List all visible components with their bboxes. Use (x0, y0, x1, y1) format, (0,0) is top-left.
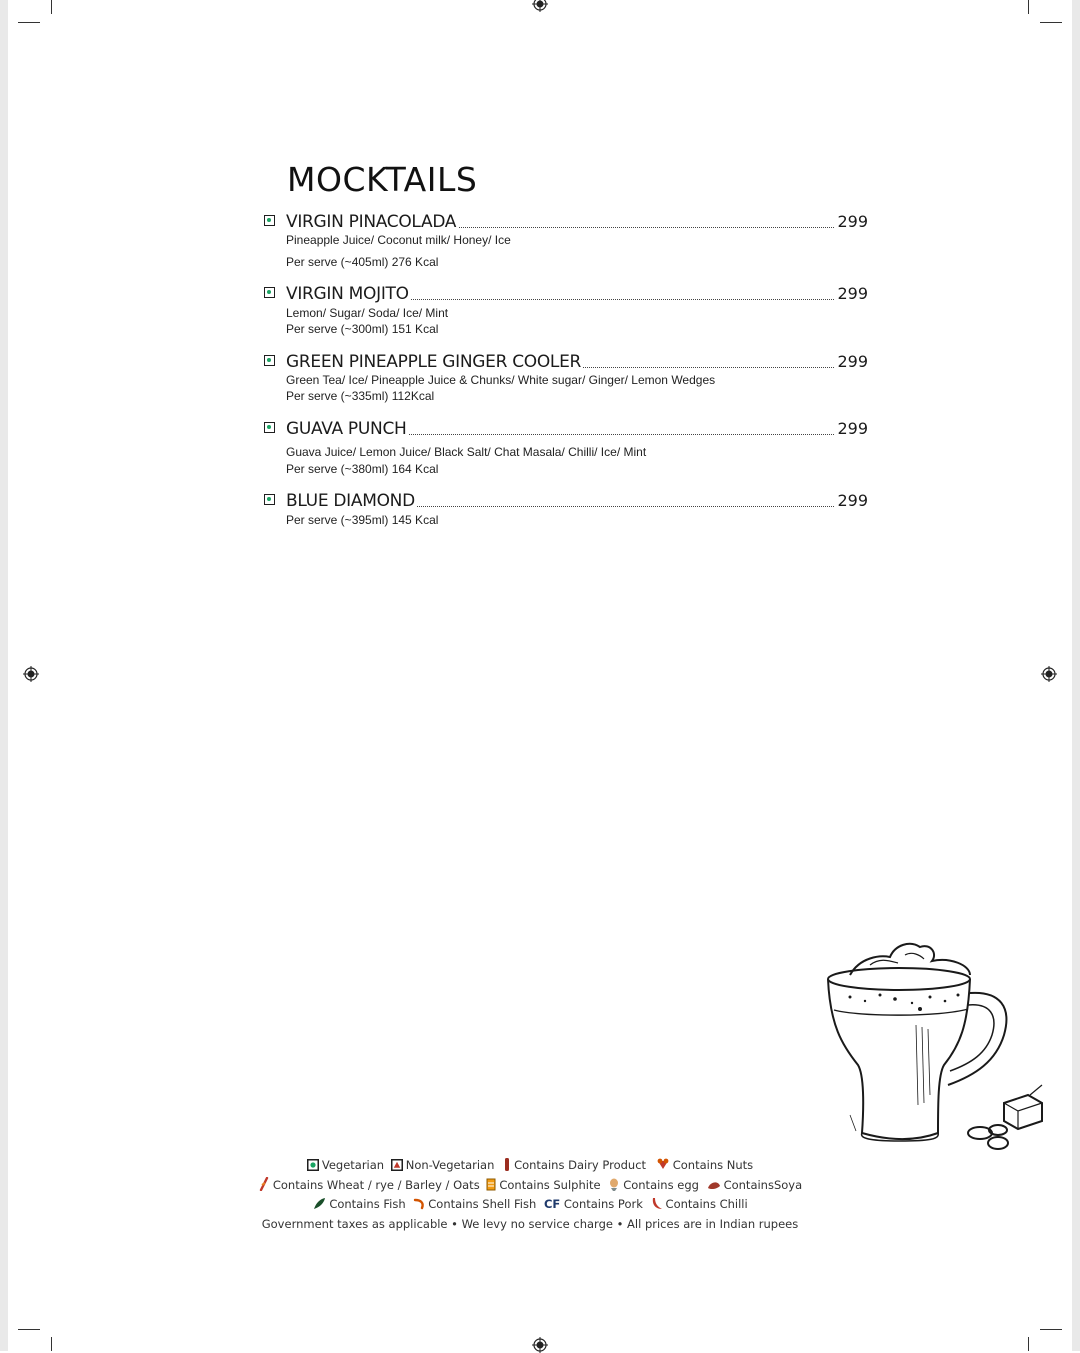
item-price: 299 (837, 284, 868, 303)
registration-mark-left (23, 666, 39, 682)
legend-vegetarian: Vegetarian (321, 1158, 385, 1172)
legend-row-3 (220, 1195, 840, 1215)
menu-item-virgin-mojito (264, 284, 868, 337)
item-ingredients: Green Tea/ Ice/ Pineapple Juice & Chunks/ White sugar/ Ginger/ Lemon Wedges (286, 373, 716, 387)
legend-sulphite: Contains Sulphite (499, 1177, 601, 1192)
nonveg-icon (391, 1159, 403, 1171)
item-serving: Per serve (~380ml) 164 Kcal (286, 462, 439, 476)
veg-icon (307, 1159, 319, 1171)
nuts-icon (656, 1158, 670, 1171)
menu-item-green-pineapple-ginger-cooler (264, 352, 868, 404)
sulphite-icon (486, 1178, 496, 1191)
menu-item-virgin-pinacolada (264, 212, 868, 270)
veg-icon (264, 494, 275, 505)
registration-mark-right (1041, 666, 1057, 682)
crop-mark (51, 0, 52, 14)
item-ingredients: Pineapple Juice/ Coconut milk/ Honey/ Ice (286, 233, 511, 247)
legend-nuts: Contains Nuts (672, 1158, 754, 1172)
menu-item-blue-diamond (264, 491, 868, 528)
shellfish-icon (413, 1198, 425, 1210)
crop-mark (51, 1337, 52, 1351)
egg-icon (608, 1178, 620, 1191)
legend-soya: ContainsSoya (723, 1177, 803, 1192)
pork-icon: CF (543, 1197, 561, 1211)
veg-icon (264, 355, 275, 366)
legend-dairy: Contains Dairy Product (514, 1158, 647, 1172)
legend-egg: Contains egg (623, 1177, 699, 1192)
legend-row-1 (220, 1156, 840, 1176)
crop-mark (1028, 1337, 1029, 1351)
item-name: GUAVA PUNCH (286, 419, 407, 439)
section-title: MOCKTAILS (287, 160, 478, 199)
legend-row-2 (220, 1176, 840, 1196)
item-serving: Per serve (~405ml) 276 Kcal (286, 255, 439, 269)
item-name: GREEN PINEAPPLE GINGER COOLER (286, 352, 582, 372)
legend-shellfish: Contains Shell Fish (428, 1197, 537, 1211)
mug-illustration (820, 935, 1050, 1155)
page-edge-left (0, 0, 8, 1351)
legend-fish: Contains Fish (329, 1197, 406, 1211)
veg-icon (264, 215, 275, 226)
soya-icon (707, 1180, 721, 1191)
crop-mark (18, 1329, 40, 1330)
item-name: BLUE DIAMOND (286, 491, 415, 511)
item-serving: Per serve (~335ml) 112Kcal (286, 389, 435, 403)
item-price: 299 (837, 352, 868, 371)
dairy-icon (503, 1158, 511, 1171)
chilli-icon (651, 1197, 663, 1210)
veg-icon (264, 287, 275, 298)
item-serving: Per serve (~395ml) 145 Kcal (286, 513, 439, 527)
item-ingredients: Lemon/ Sugar/ Soda/ Ice/ Mint (286, 306, 449, 320)
legend-footer: Government taxes as applicable • We levy no service charge • All prices are in Indian rupees (261, 1216, 799, 1231)
menu-item-guava-punch (264, 419, 868, 477)
veg-icon (264, 422, 275, 433)
item-price: 299 (837, 212, 868, 231)
crop-mark (1040, 22, 1062, 23)
legend-pork: Contains Pork (563, 1197, 643, 1211)
crop-mark (1028, 0, 1029, 14)
item-ingredients: Guava Juice/ Lemon Juice/ Black Salt/ Chat Masala/ Chilli/ Ice/ Mint (286, 445, 647, 459)
legend-non-vegetarian: Non-Vegetarian (405, 1158, 495, 1172)
wheat-icon (258, 1177, 270, 1191)
item-price: 299 (837, 419, 868, 438)
item-price: 299 (837, 491, 868, 510)
item-name: VIRGIN MOJITO (286, 284, 409, 304)
registration-mark-top (532, 0, 548, 12)
page-edge-right (1072, 0, 1080, 1351)
allergen-legend (220, 1156, 840, 1234)
item-name: VIRGIN PINACOLADA (286, 212, 457, 232)
legend-chilli: Contains Chilli (665, 1197, 748, 1211)
crop-mark (18, 22, 40, 23)
item-serving: Per serve (~300ml) 151 Kcal (286, 322, 439, 336)
legend-wheat: Contains Wheat / rye / Barley / Oats (272, 1177, 480, 1192)
fish-icon (312, 1197, 326, 1210)
crop-mark (1040, 1329, 1062, 1330)
